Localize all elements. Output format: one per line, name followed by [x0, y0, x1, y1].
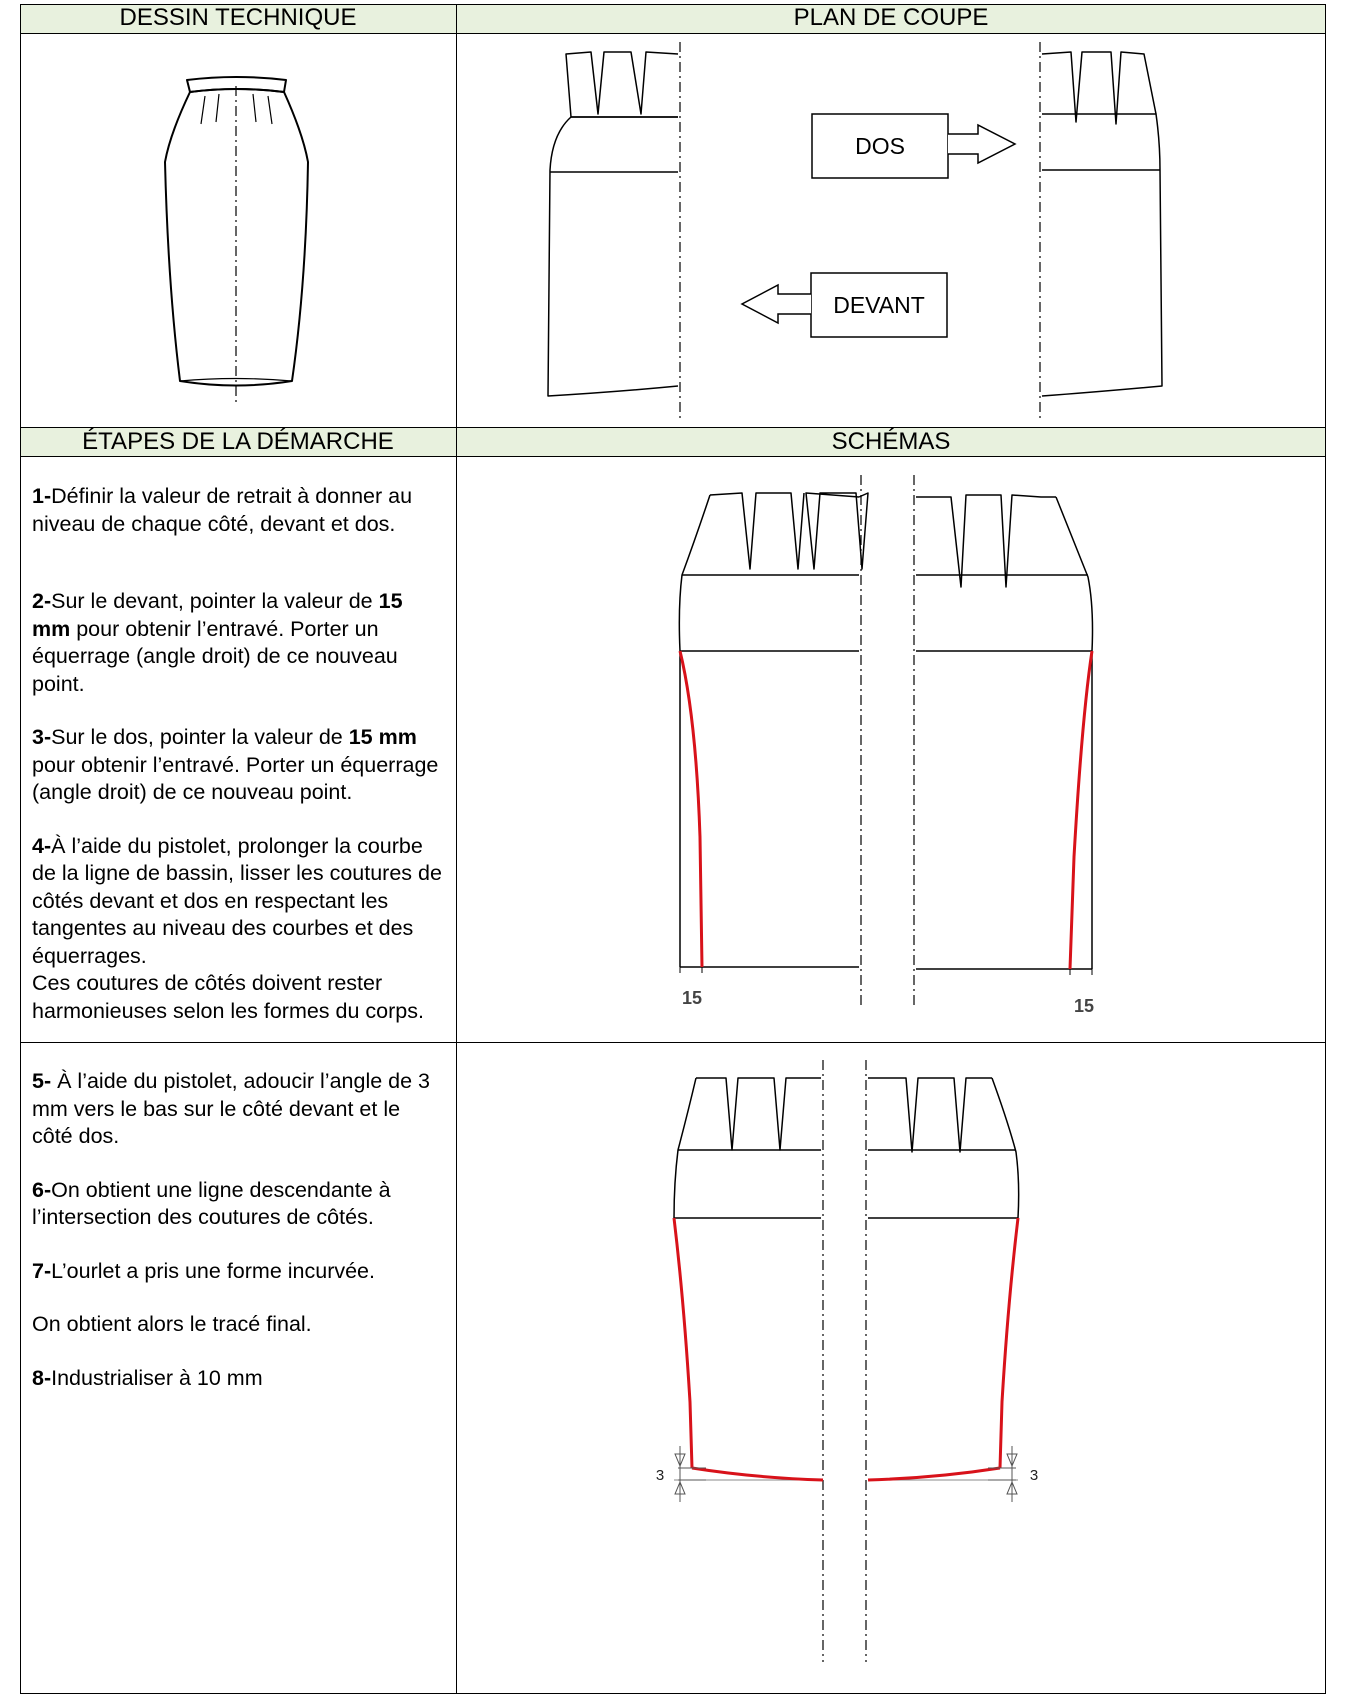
header-label: PLAN DE COUPE	[793, 4, 989, 31]
step-4: 4-À l’aide du pistolet, prolonger la courbe de la ligne de bassin, lisser les coutures de côtés devant et dos en respectant les tangentes au niveau des courbes et des équerrages. Ces coutures de côtés doivent rester harmonieuses selon les formes du corps.	[32, 833, 442, 1023]
dimension-label: 15	[681, 988, 703, 1008]
step-5: 5- À l’aide du pistolet, adoucir l’angle de 3 mm vers le bas sur le côté devant et le côté dos.	[32, 1069, 431, 1148]
dimension-label: 15	[1073, 996, 1095, 1016]
technical-drawing-skirt	[20, 34, 456, 427]
header-label: ÉTAPES DE LA DÉMARCHE	[82, 428, 394, 455]
dimension-label: 3	[1029, 1467, 1039, 1484]
dimension-label: 3	[655, 1467, 665, 1484]
arrow-right-icon	[948, 125, 1015, 163]
step-1: 1-Définir la valeur de retrait à donner au niveau de chaque côté, devant et dos.	[32, 484, 413, 536]
header-label: SCHÉMAS	[831, 428, 951, 455]
steps-block-1	[32, 483, 446, 1025]
step-7: 7-L’ourlet a pris une forme incurvée.	[32, 1258, 375, 1283]
schema-1	[456, 457, 1326, 1042]
step-6: 6-On obtient une ligne descendante à l’intersection des coutures de côtés.	[32, 1177, 391, 1229]
devant-label: DEVANT	[833, 292, 925, 318]
pattern-sheet	[20, 4, 1326, 1694]
schema-2	[456, 1042, 1326, 1694]
cutting-plan	[456, 34, 1326, 427]
step-8: 8-Industrialiser à 10 mm	[32, 1365, 263, 1390]
step-3: 3-Sur le dos, pointer la valeur de 15 mm pour obtenir l’entravé. Porter un équerrage (angle droit) de ce nouveau point.	[32, 725, 439, 804]
header-label: DESSIN TECHNIQUE	[119, 4, 357, 31]
step-2: 2-Sur le devant, pointer la valeur de 15 mm pour obtenir l’entravé. Porter un équerrage (angle droit) de ce nouveau point.	[32, 589, 403, 696]
arrow-left-icon	[742, 285, 811, 323]
steps-block-2	[32, 1068, 446, 1418]
dos-label: DOS	[855, 133, 905, 159]
final-note: On obtient alors le tracé final.	[32, 1312, 312, 1336]
